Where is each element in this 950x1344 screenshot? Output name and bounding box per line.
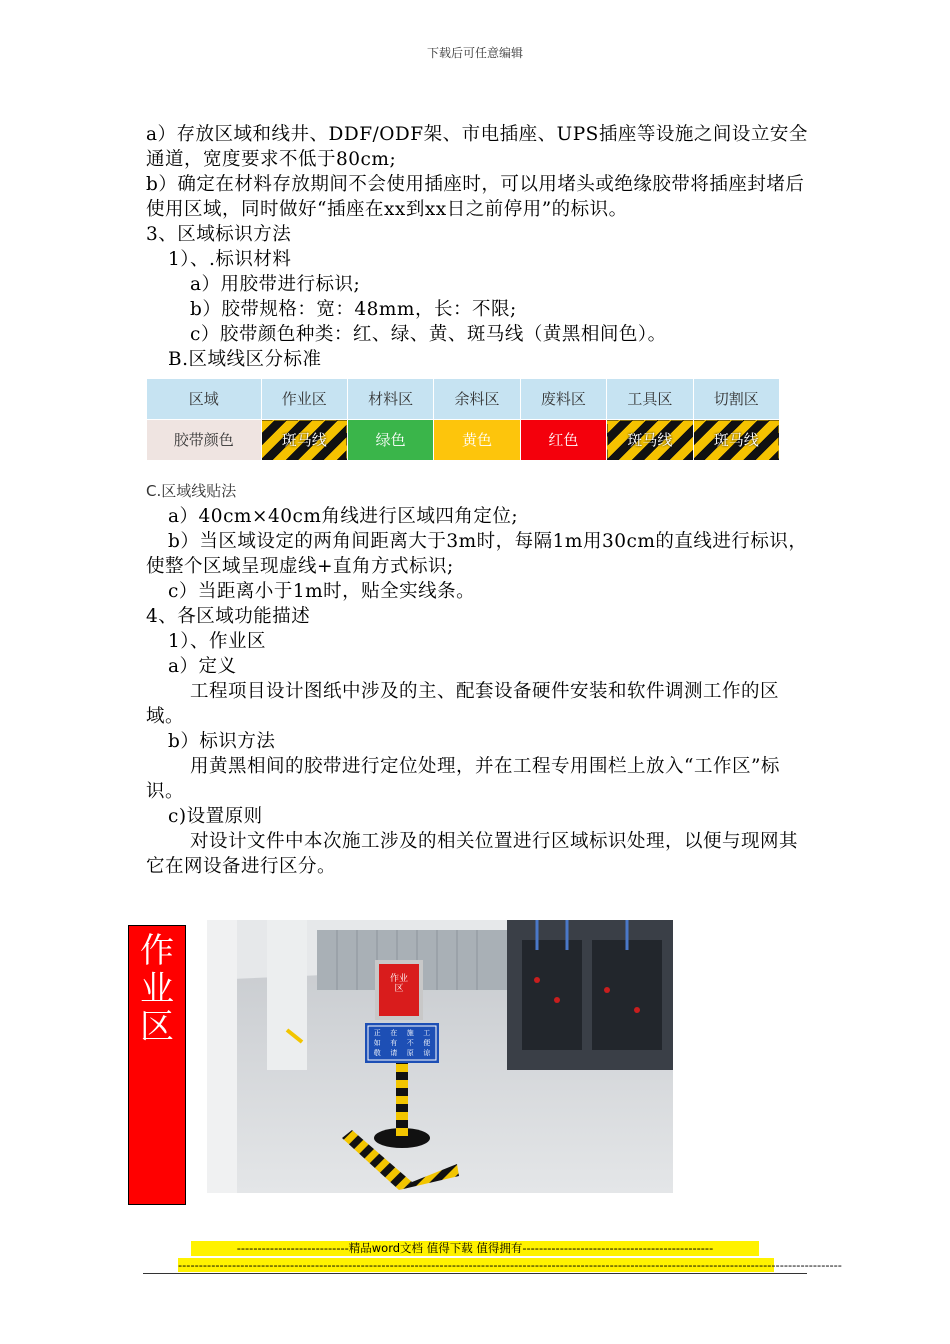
item-heading: a）定义: [168, 656, 237, 677]
photo-sign-text: 作业区: [389, 974, 408, 994]
table-header-row: [147, 379, 780, 420]
footer-line: ---------------------------精品word文档 值得下载 值得拥有----------------------------------------------: [191, 1241, 759, 1256]
paragraph: b）确定在材料存放期间不会使用插座时，可以用堵头或绝缘胶带将插座封堵后使用区域，同时做好“插座在xx到xx日之前停用”的标识。: [146, 174, 805, 220]
row-label-cell: 胶带颜色: [147, 420, 262, 461]
item-heading: c)设置原则: [168, 806, 263, 827]
table-row: [147, 420, 780, 461]
footer-line: ----------------------------------------------------------------------------------------------------------------------------------------------------------------: [178, 1258, 842, 1272]
table-header-cell: 材料区: [347, 379, 433, 420]
table-header-cell: 切割区: [693, 379, 779, 420]
paragraph: 对设计文件中本次施工涉及的相关位置进行区域标识处理，以便与现网其它在网设备进行区分。: [146, 831, 799, 877]
photo-notice-text: 正 在 施 工 如 有 不 便 敬 请 原 谅: [373, 1029, 431, 1057]
paragraph: 用黄黑相间的胶带进行定位处理，并在工程专用围栏上放入“工作区”标识。: [146, 756, 780, 802]
table-header-cell: 余料区: [434, 379, 520, 420]
list-item: c）胶带颜色种类：红、绿、黄、斑马线（黄黑相间色）。: [190, 324, 667, 345]
list-item: b）当区域设定的两角间距离大于3m时，每隔1m用30cm的直线进行标识，使整个区域呈现虚线+直角方式标识;: [146, 531, 808, 577]
table-header-cell: 废料区: [520, 379, 606, 420]
list-item: a）用胶带进行标识;: [190, 274, 361, 295]
work-zone-photo: [207, 920, 673, 1193]
subsection-heading: B.区域线区分标准: [168, 349, 322, 370]
list-item: b）胶带规格：宽：48mm，长：不限;: [190, 299, 517, 320]
section-heading: 4、各区域功能描述: [146, 606, 311, 627]
subsection-heading: 1）、.标识材料: [168, 249, 292, 270]
zone-color-table: [146, 378, 780, 461]
red-tape-cell: 红色: [520, 420, 606, 461]
table-header-cell: 工具区: [607, 379, 693, 420]
section-heading: 3、区域标识方法: [146, 224, 292, 245]
table-header-cell: 区域: [147, 379, 262, 420]
list-item: a）40cm×40cm角线进行区域四角定位;: [168, 506, 519, 527]
work-zone-label: 作 业 区: [128, 925, 186, 1205]
paragraph: a）存放区域和线井、DDF/ODF架、市电插座、UPS插座等设施之间设立安全通道，宽度要求不低于80cm;: [146, 124, 808, 170]
document-body: [146, 122, 808, 879]
zebra-tape-cell: 斑马线: [607, 420, 693, 461]
table-header-cell: 作业区: [261, 379, 347, 420]
paragraph: 工程项目设计图纸中涉及的主、配套设备硬件安装和软件调测工作的区域。: [146, 681, 780, 727]
zebra-tape-cell: 斑马线: [693, 420, 779, 461]
list-item: c）当距离小于1m时，贴全实线条。: [168, 581, 476, 602]
footer-divider: [143, 1273, 807, 1274]
yellow-tape-cell: 黄色: [434, 420, 520, 461]
zebra-tape-cell: 斑马线: [261, 420, 347, 461]
item-heading: b）标识方法: [168, 731, 276, 752]
green-tape-cell: 绿色: [347, 420, 433, 461]
subsection-heading: 1）、作业区: [168, 631, 267, 652]
page-header: 下载后可任意编辑: [426, 46, 523, 60]
subsection-heading: C.区域线贴法: [146, 482, 237, 500]
photo-illustration: [207, 920, 673, 1193]
